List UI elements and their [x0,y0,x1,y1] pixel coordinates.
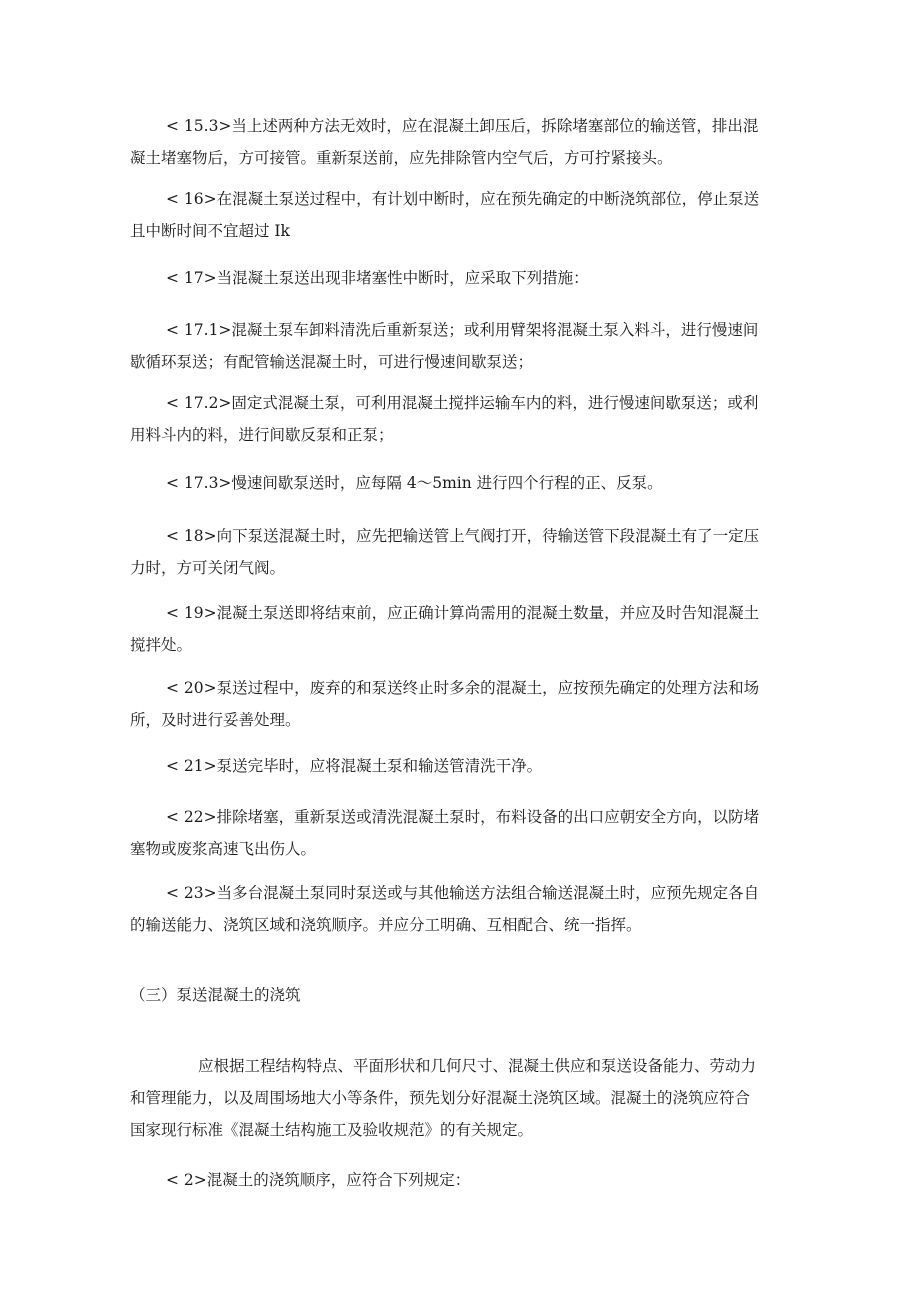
paragraph-20 [130,672,814,736]
paragraph-line: 和管理能力，以及周围场地大小等条件，预先划分好混凝土浇筑区域。混凝土的浇筑应符合 [130,1089,751,1107]
paragraph-line: 歇循环泵送；有配管输送混凝土时，可进行慢速间歇泵送； [130,353,534,371]
paragraph-line: < 2>混凝土的浇筑顺序，应符合下列规定： [166,1171,471,1189]
paragraph-line: 用料斗内的料，进行间歇反泵和正泵； [130,426,394,444]
paragraph-line: 且中断时间不宜超过 Ik [130,222,290,240]
paragraph-line: < 21>泵送完毕时，应将混凝土泵和输送管清洗干净。 [166,757,543,775]
paragraph-line: 凝土堵塞物后，方可接管。重新泵送前，应先排除管内空气后，方可拧紧接头。 [130,149,673,167]
paragraph-17-3 [130,467,814,499]
paragraph-17 [130,262,814,294]
paragraph-2 [130,1164,814,1196]
paragraph-17-1 [130,314,814,378]
paragraph-line: 塞物或废浆高速飞出伤人。 [130,840,317,858]
paragraph-line: 应根据工程结构特点、平面形状和几何尺寸、混凝土供应和泵送设备能力、劳动力 [198,1057,757,1075]
paragraph-line: < 17.2>固定式混凝土泵，可利用混凝土搅拌运输车内的料，进行慢速间歇泵送；或利 [166,394,759,412]
paragraph-line: 所，及时进行妥善处理。 [130,711,301,729]
paragraph-line: < 20>泵送过程中，废弃的和泵送终止时多余的混凝土，应按预先确定的处理方法和场 [166,679,760,697]
paragraph-line: < 23>当多台混凝土泵同时泵送或与其他输送方法组合输送混凝土时，应预先规定各自 [166,884,760,902]
paragraph-15-3 [130,110,814,174]
paragraph-16 [130,183,814,247]
paragraph-23 [130,877,814,941]
paragraph-21 [130,750,814,782]
paragraph-line: < 17>当混凝土泵送出现非堵塞性中断时，应采取下列措施： [166,269,589,287]
paragraph-line: 搅拌处。 [130,636,193,654]
paragraph-line: < 18>向下泵送混凝土时，应先把输送管上气阀打开，待输送管下段混凝土有了一定压 [166,527,760,545]
paragraph-line: < 15.3>当上述两种方法无效时，应在混凝土卸压后，拆除堵塞部位的输送管，排出混 [166,117,759,135]
paragraph-line: 力时，方可关闭气阀。 [130,559,286,577]
paragraph-19 [130,597,814,661]
paragraph-17-2 [130,387,814,451]
paragraph-line: < 19>混凝土泵送即将结束前，应正确计算尚需用的混凝土数量，并应及时告知混凝土 [166,604,760,622]
section-heading: （三）泵送混凝土的浇筑 [130,986,301,1004]
paragraph-pouring-intro [130,1050,814,1146]
paragraph-line: < 16>在混凝土泵送过程中，有计划中断时，应在预先确定的中断浇筑部位，停止泵送 [166,190,760,208]
paragraph-line: < 22>排除堵塞，重新泵送或清洗混凝土泵时，布料设备的出口应朝安全方向，以防堵 [166,808,760,826]
paragraph-line: 国家现行标准《混凝土结构施工及验收规范》的有关规定。 [130,1121,534,1139]
paragraph-22 [130,801,814,865]
paragraph-18 [130,520,814,584]
paragraph-line: 的输送能力、浇筑区域和浇筑顺序。并应分工明确、互相配合、统一指挥。 [130,916,642,934]
paragraph-line: < 17.3>慢速间歇泵送时，应每隔 4～5min 进行四个行程的正、反泵。 [166,474,663,492]
paragraph-line: < 17.1>混凝土泵车卸料清洗后重新泵送；或利用臂架将混凝土泵入料斗，进行慢速间 [166,321,759,339]
